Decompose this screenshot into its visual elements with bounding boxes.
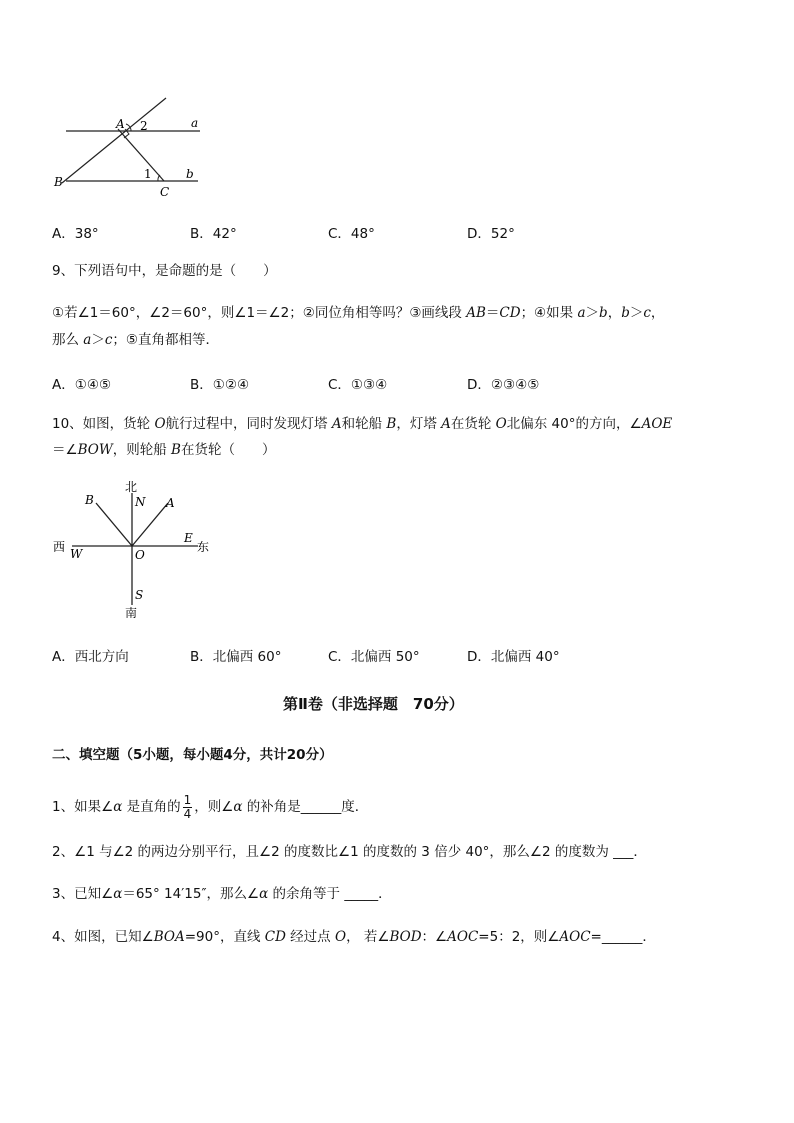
label-west: 西 (53, 540, 66, 554)
q9-option-a: A．①④⑤ (52, 377, 112, 393)
q10-option-a: A．西北方向 (52, 649, 129, 665)
q10-option-c: C．北偏西 50° (328, 649, 420, 665)
q10-option-b: B．北偏西 60° (190, 649, 282, 665)
q8-option-c: C．48° (328, 226, 375, 242)
label-B: B (54, 175, 63, 189)
q8-figure (40, 90, 220, 200)
q8-option-d: D．52° (467, 226, 515, 242)
label-a: a (191, 116, 199, 130)
label-A: A (116, 117, 125, 131)
fill-q2: 2、∠1 与∠2 的两边分别平行，且∠2 的度数比∠1 的度数的 3 倍少 40°，那么∠2 的度数为 ___． (52, 844, 647, 860)
label-A: A (166, 496, 175, 510)
q10-stem-line1: 10、如图，货轮 O航行过程中，同时发现灯塔 A和轮船 B，灯塔 A在货轮 O北偏东 40°的方向，∠AOE (52, 416, 673, 432)
label-1: 1 (144, 167, 152, 181)
label-east: 东 (197, 540, 210, 554)
fill-q1: 1、如果∠α 是直角的 $\frac{1}{4}$ ，则∠α 的补角是______度． (52, 792, 369, 821)
label-b: b (186, 167, 194, 181)
angle-1-arc (158, 175, 160, 181)
label-N: N (135, 495, 146, 509)
label-south: 南 (125, 606, 138, 620)
fill-q4: 4、如图，已知∠BOA=90°，直线 CD 经过点 O， 若∠BOD：∠AOC=5：2，则∠AOC=______． (52, 929, 656, 945)
part2-title: 第Ⅱ卷（非选择题 70分） (283, 695, 464, 713)
label-W: W (70, 547, 83, 561)
label-north: 北 (125, 480, 138, 494)
ray-OB (96, 503, 132, 546)
q9-option-c: C．①③④ (328, 377, 388, 393)
fraction-one-quarter: $\frac{1}{4}$ (183, 792, 192, 821)
ray-OA (132, 503, 168, 546)
q10-stem-line2: ＝∠BOW，则轮船 B在货轮（ ） (52, 442, 276, 458)
label-B: B (85, 493, 94, 507)
label-C: C (160, 185, 170, 199)
q9-statements-line2: 那么 a＞c；⑤直角都相等． (52, 332, 220, 348)
q9-statements-line1: ①若∠1＝60°，∠2＝60°，则∠1＝∠2；②同位角相等吗？③画线段 AB＝CD；④如果 a＞b，b＞c， (52, 305, 665, 321)
q9-option-b: B．①②④ (190, 377, 250, 393)
label-O: O (135, 548, 145, 562)
q8-option-b: B．42° (190, 226, 237, 242)
q10-compass-figure (50, 475, 230, 625)
section2-heading: 二、填空题（5小题，每小题4分，共计20分） (52, 747, 333, 763)
q10-option-d: D．北偏西 40° (467, 649, 560, 665)
q9-option-d: D．②③④⑤ (467, 377, 540, 393)
q9-stem: 9、下列语句中，是命题的是（ ） (52, 263, 277, 279)
label-S: S (135, 588, 144, 602)
q8-option-a: A．38° (52, 226, 99, 242)
label-E: E (184, 531, 193, 545)
label-2: 2 (140, 119, 148, 133)
fill-q3: 3、已知∠α＝65° 14′15″，那么∠α 的余角等于 _____． (52, 886, 392, 902)
